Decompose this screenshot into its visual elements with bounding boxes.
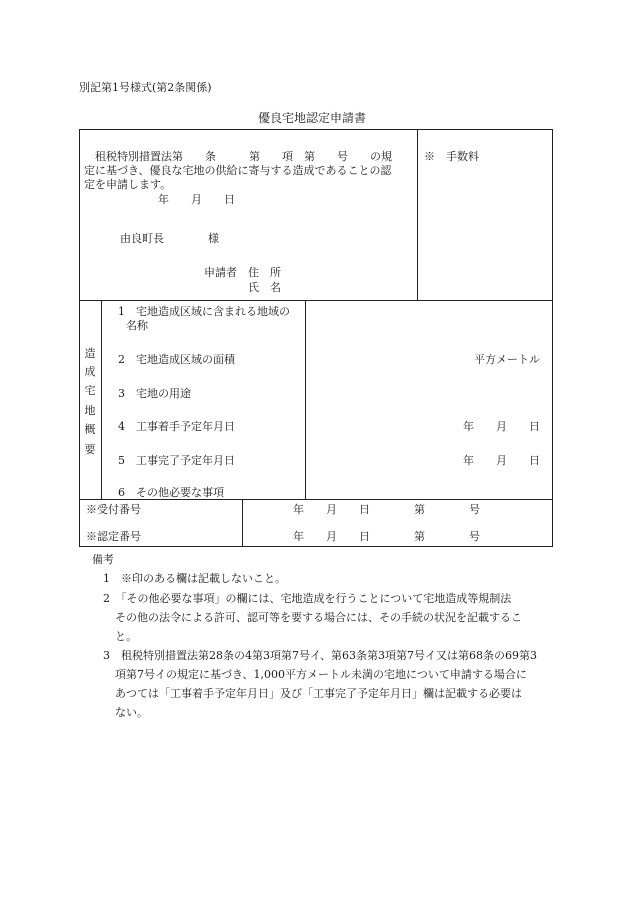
application-date: 年 月 日 [158, 193, 235, 206]
remark-3-line-3: あつては「工事着手予定年月日」及び「工事完了予定年月日」欄は記載する必要は [115, 687, 522, 700]
side-char: 概 [84, 423, 96, 436]
application-statement-line-2: 定に基づき、優良な宅地の供給に寄与する造成であることの認 [84, 164, 392, 177]
applicant-label: 申請者 [204, 266, 237, 279]
side-char: 宅 [84, 384, 96, 397]
fee-label: ※ 手数料 [424, 150, 479, 163]
application-statement-line-3: 定を申請します。 [84, 178, 172, 191]
addressee: 由良町長 様 [120, 232, 219, 245]
remark-2-line-3: と。 [115, 630, 137, 643]
form-number-label: 別記第1号様式(第2条関係) [79, 81, 212, 94]
overview-item-label: 4 工事着手予定年月日 [118, 420, 235, 433]
name-label: 氏 名 [248, 281, 281, 294]
side-char: 造 [84, 347, 96, 360]
overview-item-label: 2 宅地造成区域の面積 [118, 353, 235, 366]
side-char: 要 [84, 443, 96, 456]
divider-application-bottom [79, 300, 553, 301]
overview-item-label-cont: 名称 [126, 319, 148, 332]
remark-3-line-4: ない。 [115, 706, 148, 719]
side-char: 成 [84, 365, 96, 378]
overview-item-label: 1 宅地造成区域に含まれる地域の [118, 305, 290, 318]
area-unit: 平方メートル [474, 353, 540, 366]
remark-1: 1 ※印のある欄は記載しないこと。 [103, 572, 286, 585]
document-title: 優良宅地認定申請書 [258, 111, 367, 125]
divider-side-label [101, 300, 102, 499]
divider-fee-column [417, 129, 418, 300]
start-date-value: 年 月 日 [463, 420, 540, 433]
divider-number-value [242, 499, 243, 547]
remark-3-line-1: 3 租税特別措置法第28条の4第3項第7号イ、第63条第3項第7号イ又は第68条の69第3 [103, 649, 537, 662]
remark-2-line-1: 2 「その他必要な事項」の欄には、宅地造成を行うことについて宅地造成等規制法 [103, 592, 512, 605]
certification-number-value: 年 月 日 第 号 [293, 530, 480, 543]
side-char: 地 [84, 404, 96, 417]
completion-date-value: 年 月 日 [463, 454, 540, 467]
remarks-heading: 備考 [92, 553, 114, 566]
divider-overview-value [305, 300, 306, 499]
address-label: 住 所 [248, 266, 281, 279]
application-statement-line-1: 租税特別措置法第 条 第 項 第 号 の規 [95, 150, 392, 163]
remark-3-line-2: 項第7号イの規定に基づき、1,000平方メートル未満の宅地について申請する場合に [115, 668, 527, 681]
overview-item-label: 3 宅地の用途 [118, 387, 191, 400]
receipt-number-value: 年 月 日 第 号 [293, 503, 480, 516]
overview-item-label: 5 工事完了予定年月日 [118, 454, 235, 467]
remark-2-line-2: その他の法令による許可、認可等を要する場合には、その手続の状況を記載するこ [115, 611, 522, 624]
receipt-number-label: ※受付番号 [86, 503, 141, 516]
certification-number-label: ※認定番号 [86, 530, 141, 543]
overview-item-label: 6 その他必要な事項 [118, 486, 224, 499]
